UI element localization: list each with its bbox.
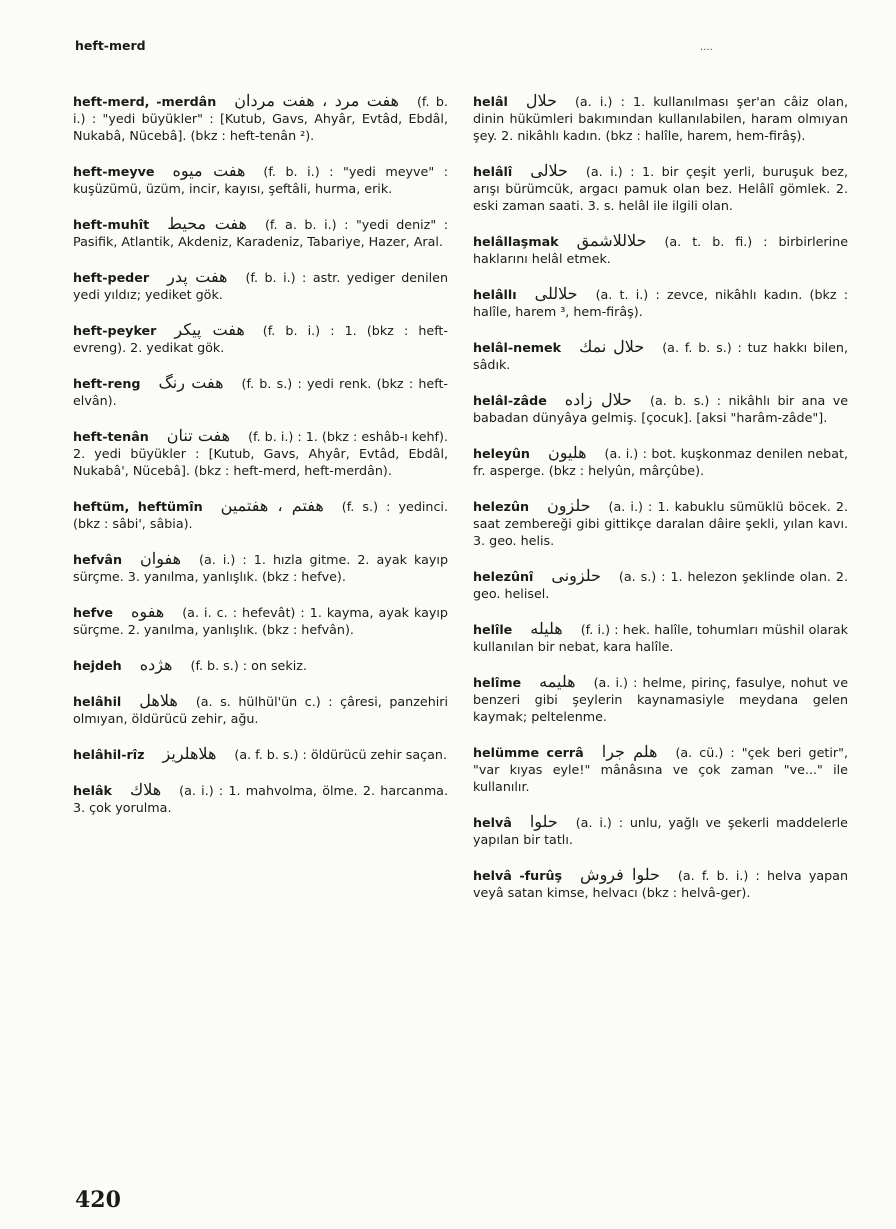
entry-headword: helâl-zâde: [473, 393, 547, 408]
dictionary-entry: [473, 497, 848, 549]
entry-headword: helezûn: [473, 499, 530, 514]
entry-definition: (f. b. i.) : 1. (bkz : heft-evreng). 2. yedikat gök.: [73, 323, 448, 355]
entry-definition: (f. b. i.) : "yedi büyükler" : [Kutub, Gavs, Ahyâr, Evtâd, Ebdâl, Nukabâ, Nücebâ]. (bkz : heft-tenân ²).: [73, 94, 448, 143]
entry-arabic-script: هفت محیط: [167, 214, 247, 233]
entry-headword: heft-meyve: [73, 164, 155, 179]
dictionary-entry: [473, 620, 848, 655]
dictionary-entry: [473, 444, 848, 479]
entry-definition: (a. b. s.) : nikâhlı bir ana ve babadan dünyâya gelmiş. [çocuk]. [aksi "harâm-zâde"].: [473, 393, 849, 425]
entry-arabic-script: هفتم ، هفتمین: [220, 496, 324, 515]
dictionary-entry: [473, 162, 848, 214]
entry-definition: (a. f. b. s.) : tuz hakkı bilen, sâdık.: [473, 340, 848, 372]
entry-arabic-script: هژده: [139, 655, 173, 674]
entry-headword: heft-muhît: [73, 217, 150, 232]
entry-headword: helümme cerrâ: [473, 745, 584, 760]
entry-headword: hejdeh: [73, 658, 122, 673]
entry-arabic-script: هفت تنان: [166, 426, 231, 445]
entry-arabic-script: هلم جرا: [601, 742, 658, 761]
entry-headword: helvâ: [473, 815, 512, 830]
entry-definition: (a. i.) : helme, pirinç, fasulye, nohut ve benzeri gibi şeylerin kaynamasiyle meydana gelen kaymak; peltelenme.: [473, 675, 848, 724]
entry-headword: helezûnî: [473, 569, 534, 584]
right-column: [473, 92, 848, 919]
dictionary-entry: [73, 92, 448, 144]
dictionary-entry: [73, 692, 448, 727]
entry-arabic-script: هلاهلریز: [162, 744, 217, 763]
dictionary-entry: [473, 338, 848, 373]
entry-definition: (f. b. i.) : "yedi meyve" : kuşüzümü, üzüm, incir, kayısı, şeftâli, hurma, erik.: [73, 164, 449, 196]
entry-arabic-script: هفت پیکر: [174, 320, 245, 339]
dictionary-entry: [73, 656, 448, 674]
entry-arabic-script: هلیمه: [539, 672, 576, 691]
entry-arabic-script: حلوا فروش: [580, 865, 660, 884]
entry-arabic-script: هفت رنگ: [158, 373, 224, 392]
entry-definition: (f. b. i.) : 1. (bkz : eshâb-ı kehf). 2. yedi büyükler : [Kutub, Gavs, Ahyâr, Evtâd, Ebdâl, Nukabâ', Nücebâ]. (bkz : heft-merd, heft-merdân).: [73, 429, 448, 478]
entry-arabic-script: حلزونی: [551, 566, 601, 585]
dictionary-entry: [73, 550, 448, 585]
dictionary-entry: [73, 745, 448, 763]
dictionary-entry: [73, 162, 448, 197]
entry-headword: helvâ -furûş: [473, 868, 563, 883]
entry-arabic-script: حلزون: [547, 496, 591, 515]
entry-definition: (a. i.) : 1. kullanılması şer'an câiz olan, dinin hükümleri bakımından kullanılabilen, haram olmıyan şey. 2. nikâhlı kadın. (bkz : halîle, harem, hem-firâş).: [473, 94, 848, 143]
entry-definition: (a. s.) : 1. helezon şeklinde olan. 2. geo. helisel.: [473, 569, 848, 601]
dictionary-entry: [473, 813, 848, 848]
entry-arabic-script: هفوه: [131, 602, 165, 621]
entry-headword: helâl-nemek: [473, 340, 562, 355]
dictionary-entry: [73, 603, 448, 638]
dictionary-entry: [473, 285, 848, 320]
entry-headword: helîle: [473, 622, 513, 637]
entry-arabic-script: حلالی: [530, 161, 568, 180]
entry-arabic-script: هفت میوه: [172, 161, 246, 180]
dictionary-entry: [473, 743, 848, 795]
entry-headword: heft-merd, -merdân: [73, 94, 217, 109]
entry-definition: (a. f. b. i.) : helva yapan veyâ satan kimse, helvacı (bkz : helvâ-ger).: [473, 868, 848, 900]
entry-headword: helâhil-rîz: [73, 747, 145, 762]
dictionary-entry: [473, 232, 848, 267]
dictionary-entry: [73, 321, 448, 356]
dictionary-entry: [473, 92, 848, 144]
entry-definition: (a. i.) : unlu, yağlı ve şekerli maddelerle yapılan bir tatlı.: [473, 815, 848, 847]
entry-headword: helâllaşmak: [473, 234, 559, 249]
entry-definition: (a. i.) : 1. hızla gitme. 2. ayak kayıp sürçme. 3. yanılma, yanlışlık. (bkz : hefve).: [73, 552, 448, 584]
dictionary-entry: [73, 781, 448, 816]
entry-headword: helâlî: [473, 164, 513, 179]
dictionary-entry: [73, 497, 448, 532]
entry-headword: hefve: [73, 605, 114, 620]
entry-definition: (a. s. hülhül'ün c.) : çâresi, panzehiri olmıyan, öldürücü zehir, ağu.: [73, 694, 448, 726]
entry-definition: (a. i.) : bot. kuşkonmaz denilen nebat, fr. asperge. (bkz : helyûn, mârçûbe).: [473, 446, 848, 478]
dictionary-entry: [73, 215, 448, 250]
entry-arabic-script: حلاللی: [534, 284, 578, 303]
entry-headword: hefvân: [73, 552, 123, 567]
entry-definition: (a. i.) : 1. bir çeşit yerli, buruşuk bez, arışı bürümcük, argacı pamuk olan bez. Helâlî gömlek. 2. eski zaman saati. 3. s. helâl ile ilgili olan.: [473, 164, 848, 213]
entry-arabic-script: هلیون: [547, 443, 587, 462]
entry-arabic-script: هفوان: [140, 549, 182, 568]
entry-definition: (f. b. i.) : astr. yediger denilen yedi yıldız; yediket gök.: [73, 270, 448, 302]
entry-definition: (f. a. b. i.) : "yedi deniz" : Pasifik, Atlantik, Akdeniz, Karadeniz, Tabariye, Hazer, Aral.: [73, 217, 449, 249]
entry-arabic-script: حلال: [525, 91, 557, 110]
entry-headword: helîme: [473, 675, 522, 690]
entry-headword: helâk: [73, 783, 112, 798]
header-mark: ....: [700, 42, 713, 53]
dictionary-entry: [73, 268, 448, 303]
entry-definition: (f. i.) : hek. halîle, tohumları müshil olarak kullanılan bir nebat, kara halîle.: [473, 622, 848, 654]
entry-arabic-script: حلاللاشمق: [576, 231, 647, 250]
dictionary-entry: [473, 866, 848, 901]
entry-definition: (f. s.) : yedinci. (bkz : sâbi', sâbia).: [73, 499, 448, 531]
entry-headword: helâl: [473, 94, 508, 109]
entry-headword: heft-peyker: [73, 323, 157, 338]
left-column: [73, 92, 448, 834]
entry-definition: (a. i.) : 1. kabuklu sümüklü böcek. 2. saat zembereği gibi gittikçe daralan dâire şekli, yılan kavı. 3. geo. helis.: [473, 499, 848, 548]
entry-arabic-script: هلاهل: [139, 691, 178, 710]
entry-headword: heftüm, heftümîn: [73, 499, 203, 514]
entry-headword: helâhil: [73, 694, 122, 709]
dictionary-entry: [73, 427, 448, 479]
entry-arabic-script: حلوا: [529, 812, 558, 831]
entry-definition: (a. t. b. fi.) : birbirlerine haklarını helâl etmek.: [473, 234, 848, 266]
entry-arabic-script: حلال زاده: [564, 390, 633, 409]
entry-definition: (f. b. s.) : on sekiz.: [190, 658, 307, 673]
entry-arabic-script: هفت پدر: [167, 267, 228, 286]
dictionary-entry: [473, 567, 848, 602]
page-number: 420: [75, 1187, 121, 1213]
entry-arabic-script: هلاك: [130, 780, 162, 799]
entry-definition: (f. b. s.) : yedi renk. (bkz : heft-elvân).: [73, 376, 448, 408]
entry-headword: heleyûn: [473, 446, 530, 461]
entry-headword: heft-peder: [73, 270, 150, 285]
entry-definition: (a. f. b. s.) : öldürücü zehir saçan.: [234, 747, 448, 762]
entry-definition: (a. i.) : 1. mahvolma, ölme. 2. harcanma. 3. çok yorulma.: [73, 783, 448, 815]
dictionary-entry: [73, 374, 448, 409]
entry-definition: (a. t. i.) : zevce, nikâhlı kadın. (bkz : halîle, harem ³, hem-firâş).: [473, 287, 848, 319]
entry-definition: (a. cü.) : "çek beri getir", "var kıyas eyle!" mânâsına ve çok zaman "ve..." ile kullanılır.: [473, 745, 848, 794]
entry-arabic-script: هفت مرد ، هفت مردان: [234, 91, 399, 110]
running-head: heft-merd: [75, 38, 146, 53]
entry-headword: heft-reng: [73, 376, 141, 391]
entry-arabic-script: هلیله: [530, 619, 563, 638]
entry-definition: (a. i. c. : hefevât) : 1. kayma, ayak kayıp sürçme. 2. yanılma, yanlışlık. (bkz : hefvân).: [73, 605, 448, 637]
entry-headword: helâllı: [473, 287, 517, 302]
dictionary-entry: [473, 673, 848, 725]
entry-arabic-script: حلال نمك: [579, 337, 645, 356]
entry-headword: heft-tenân: [73, 429, 149, 444]
dictionary-entry: [473, 391, 848, 426]
